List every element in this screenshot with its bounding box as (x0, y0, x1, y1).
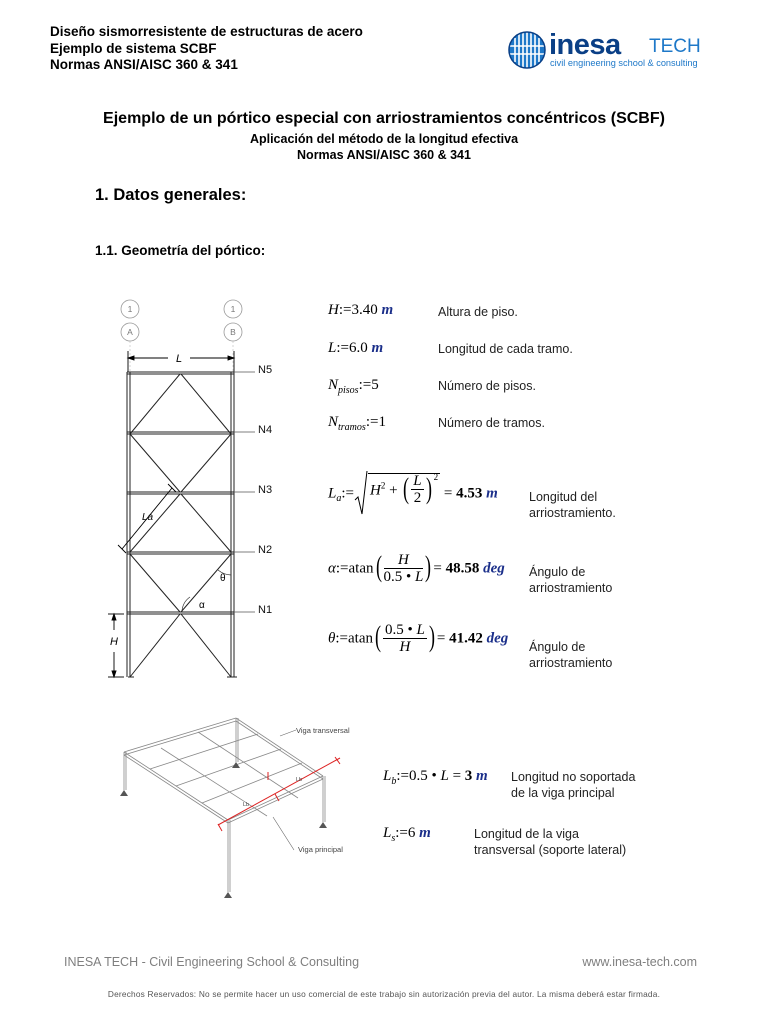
label-lb-2: Lb (243, 802, 250, 808)
rights-notice: Derechos Reservados: No se permite hacer un uso comercial de este trabajo sin autorización previa del autor. La misma deberá estar firmada. (107, 989, 661, 999)
sqrt-sign (354, 470, 368, 518)
desc-ntramos: Número de tramos. (438, 416, 545, 430)
equation-ntramos: $N_{tramos}:=1$ (328, 414, 386, 433)
equation-theta: θ:=atan( $\frac{0.5 • L}{H}$ ) = 41.42 deg (328, 620, 509, 655)
equation-alpha: α:=atan( $\frac{H}{0.5 • L}$ ) = 48.58 deg (328, 550, 505, 585)
angle-alpha-label: α (199, 600, 205, 611)
label-viga-transversal: Viga transversal (296, 726, 350, 735)
section-heading-1-1: 1.1. Geometría del pórtico: (95, 243, 266, 258)
header-line-1: Diseño sismorresistente de estructuras de acero (50, 24, 363, 39)
desc-h: Altura de piso. (438, 305, 518, 319)
logo-tech: TECH (649, 36, 701, 57)
grid-label-b: B (230, 327, 236, 337)
span-label: L (175, 353, 183, 365)
inesa-logo (507, 30, 712, 70)
label-viga-principal: Viga principal (298, 845, 343, 854)
main-title: Ejemplo de un pórtico especial con arriostramientos concéntricos (SCBF) (103, 110, 665, 127)
document-header (50, 24, 363, 74)
equation-la: $L_a:= H^2$ + ( $\frac{L}{2}$ ) $^2$ = 4.53 m (328, 470, 498, 518)
desc-npisos: Número de pisos. (438, 379, 536, 393)
node-label-n5: N5 (258, 364, 273, 376)
lateral-support-marks (218, 757, 340, 831)
equation-ls: $L_s:=6$ m (383, 825, 431, 844)
desc-l: Longitud de cada tramo. (438, 342, 573, 356)
equation-h: H:=3.40 m (328, 302, 394, 318)
grid-label-1a: 1 (127, 304, 133, 314)
frame-members (127, 372, 237, 677)
desc-lb: Longitud no soportada de la viga principal (511, 770, 636, 800)
grid-label-1b: 1 (230, 304, 236, 314)
equation-npisos: $N_{pisos}:=5$ (328, 377, 379, 396)
header-line-3: Normas ANSI/AISC 360 & 341 (50, 57, 238, 72)
angle-theta-label: θ (220, 573, 226, 584)
isometric-diagram (118, 712, 378, 902)
node-label-n4: N4 (258, 424, 273, 436)
desc-la: Longitud del arriostramiento. (529, 490, 616, 520)
node-label-n3: N3 (258, 484, 273, 496)
globe-icon (507, 30, 547, 70)
desc-alpha: Ángulo de arriostramiento (529, 565, 613, 595)
logo-subtitle: civil engineering school & consulting (550, 58, 698, 68)
section-heading-1: 1. Datos generales: (95, 186, 247, 204)
grid-label-a: A (127, 327, 133, 337)
desc-theta: Ángulo de arriostramiento (529, 640, 613, 670)
node-label-n1: N1 (258, 604, 273, 616)
height-label: H (110, 636, 118, 648)
subtitle-2: Normas ANSI/AISC 360 & 341 (297, 148, 471, 162)
frame-diagram (100, 292, 300, 692)
desc-ls: Longitud de la viga transversal (soporte lateral) (474, 827, 627, 857)
brace-label: La (142, 512, 154, 523)
logo-brand: inesa (549, 29, 621, 61)
node-label-n2: N2 (258, 544, 273, 556)
footer-left-text: INESA TECH - Civil Engineering School & Consulting (64, 955, 360, 969)
header-line-2: Ejemplo de sistema SCBF (50, 40, 217, 56)
footer-website-link[interactable]: www.inesa-tech.com (582, 955, 697, 969)
label-lb-1: Lb (296, 777, 303, 783)
subtitle-1: Aplicación del método de la longitud efectiva (249, 132, 519, 146)
equation-lb: $L_b:=0.5$ • L = 3 m (383, 768, 488, 787)
equation-l: L:=6.0 m (328, 340, 384, 356)
